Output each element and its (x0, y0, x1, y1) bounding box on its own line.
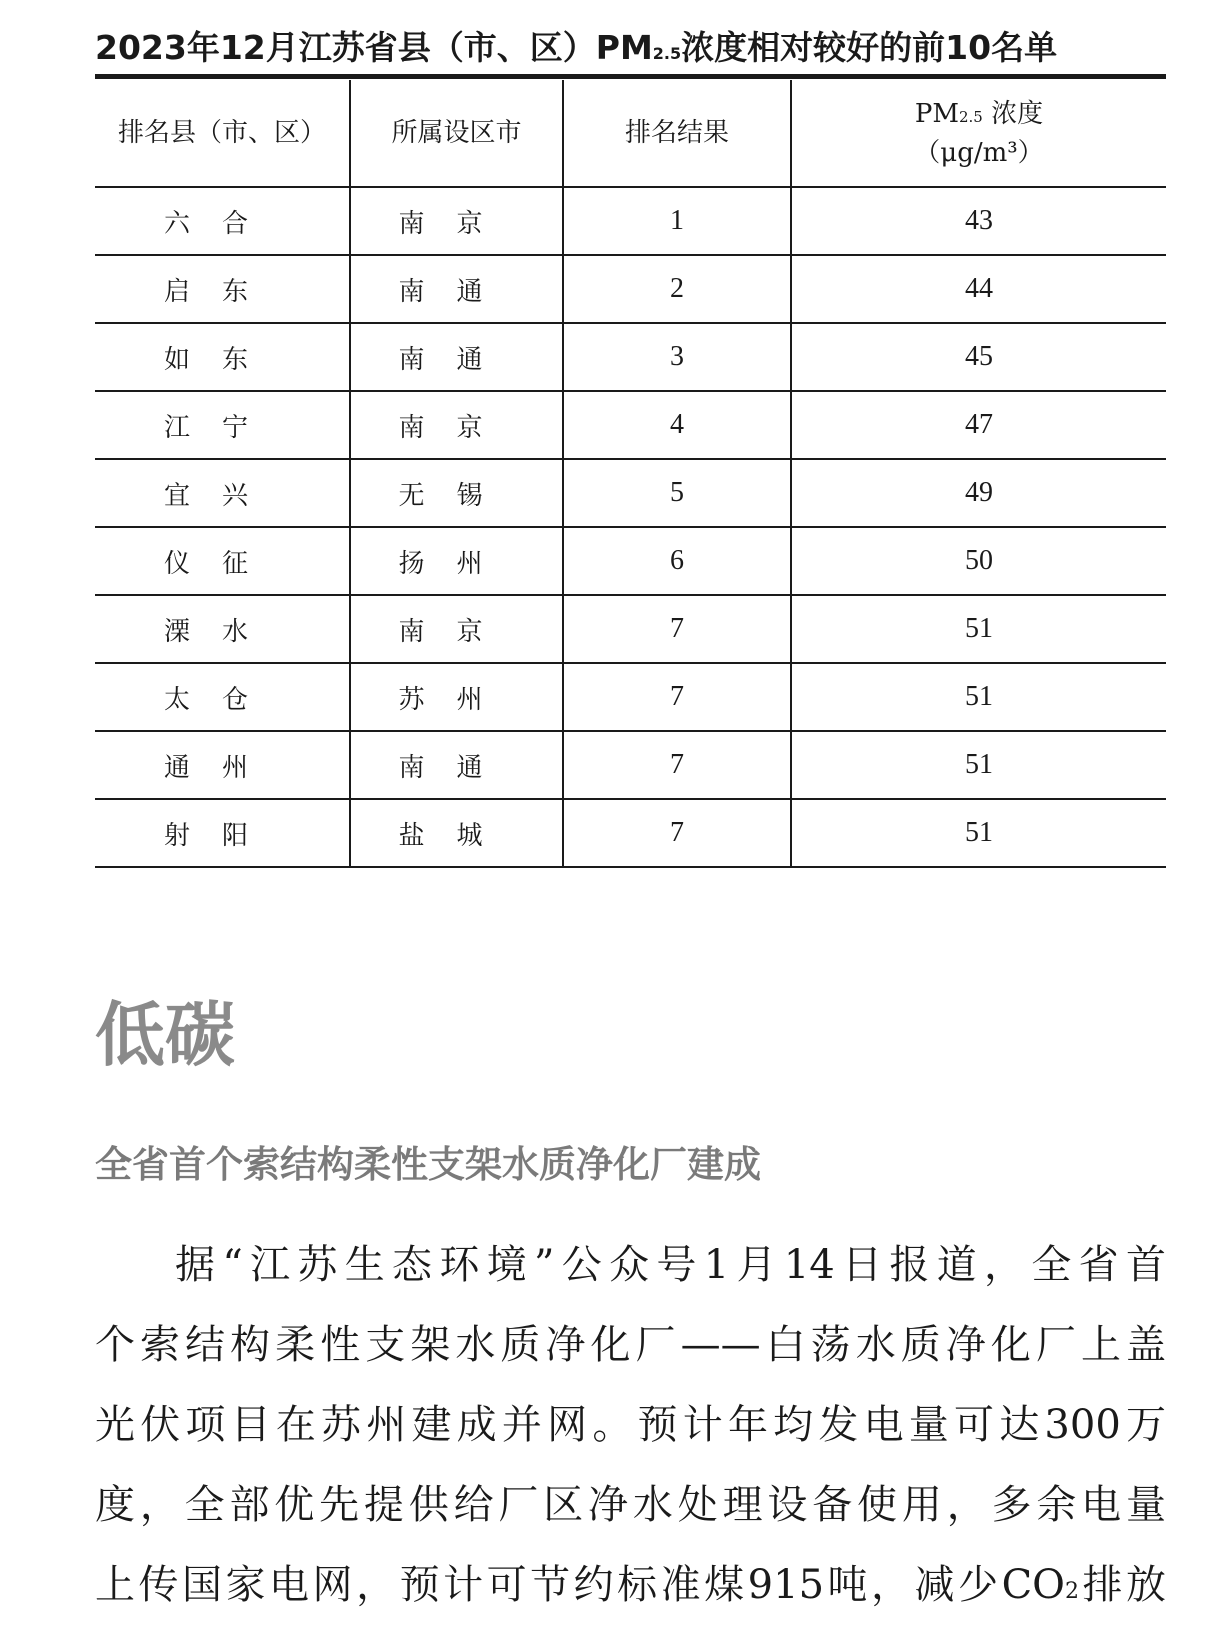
header-county: 排名县（市、区） (95, 80, 350, 187)
cell-pm25: 44 (791, 255, 1166, 323)
cell-county: 宜兴 (95, 459, 350, 527)
cell-rank: 2 (563, 255, 791, 323)
header-pm25: PM2.5 浓度 （μg/m³） (791, 80, 1166, 187)
cell-rank: 7 (563, 663, 791, 731)
cell-pm25: 47 (791, 391, 1166, 459)
cell-pm25: 51 (791, 731, 1166, 799)
table-title: 2023年12月江苏省县（市、区）PM2.5浓度相对较好的前10名单 (95, 28, 1058, 67)
cell-county: 溧水 (95, 595, 350, 663)
table-row (95, 391, 1166, 459)
table-row (95, 527, 1166, 595)
body-line: 个索结构柔性支架水质净化厂——白荡水质净化厂上盖 (95, 1322, 1166, 1368)
cell-rank: 7 (563, 799, 791, 867)
table-row (95, 663, 1166, 731)
table-row (95, 799, 1166, 867)
cell-rank: 7 (563, 731, 791, 799)
body-line: 据“江苏生态环境”公众号1月14日报道，全省首 (175, 1242, 1166, 1288)
table-row (95, 255, 1166, 323)
table-row (95, 459, 1166, 527)
cell-city: 南京 (350, 187, 563, 255)
cell-city: 南京 (350, 391, 563, 459)
cell-city: 南通 (350, 731, 563, 799)
cell-pm25: 49 (791, 459, 1166, 527)
article-body (95, 1225, 1166, 1632)
table-row (95, 595, 1166, 663)
body-line: 光伏项目在苏州建成并网。预计年均发电量可达300万 (95, 1402, 1166, 1448)
cell-pm25: 45 (791, 323, 1166, 391)
cell-county: 太仓 (95, 663, 350, 731)
body-line-last: 上传国家电网，预计可节约标准煤915吨，减少CO2排放 (95, 1562, 1167, 1608)
table-row (95, 731, 1166, 799)
cell-city: 南通 (350, 323, 563, 391)
cell-rank: 7 (563, 595, 791, 663)
cell-rank: 1 (563, 187, 791, 255)
body-line: 度，全部优先提供给厂区净水处理设备使用，多余电量 (95, 1482, 1166, 1528)
cell-pm25: 51 (791, 595, 1166, 663)
cell-city: 苏州 (350, 663, 563, 731)
cell-rank: 3 (563, 323, 791, 391)
cell-county: 如东 (95, 323, 350, 391)
header-rank: 排名结果 (563, 80, 791, 187)
cell-rank: 5 (563, 459, 791, 527)
header-unit: （μg/m³） (914, 137, 1044, 168)
section-heading: 低碳 (95, 994, 235, 1076)
cell-pm25: 51 (791, 663, 1166, 731)
cell-county: 仪征 (95, 527, 350, 595)
cell-city: 南京 (350, 595, 563, 663)
cell-city: 南通 (350, 255, 563, 323)
table-header-row (95, 80, 1166, 187)
cell-rank: 6 (563, 527, 791, 595)
table-row (95, 187, 1166, 255)
cell-pm25: 43 (791, 187, 1166, 255)
ranking-table (95, 80, 1166, 868)
cell-city: 扬州 (350, 527, 563, 595)
cell-county: 射阳 (95, 799, 350, 867)
cell-city: 盐城 (350, 799, 563, 867)
cell-county: 通州 (95, 731, 350, 799)
header-city: 所属设区市 (350, 80, 563, 187)
cell-city: 无锡 (350, 459, 563, 527)
article-title: 全省首个索结构柔性支架水质净化厂建成 (95, 1142, 761, 1186)
cell-rank: 4 (563, 391, 791, 459)
cell-county: 六合 (95, 187, 350, 255)
table-row (95, 323, 1166, 391)
cell-pm25: 51 (791, 799, 1166, 867)
table-top-rule (95, 74, 1166, 79)
cell-pm25: 50 (791, 527, 1166, 595)
cell-county: 江宁 (95, 391, 350, 459)
cell-county: 启东 (95, 255, 350, 323)
